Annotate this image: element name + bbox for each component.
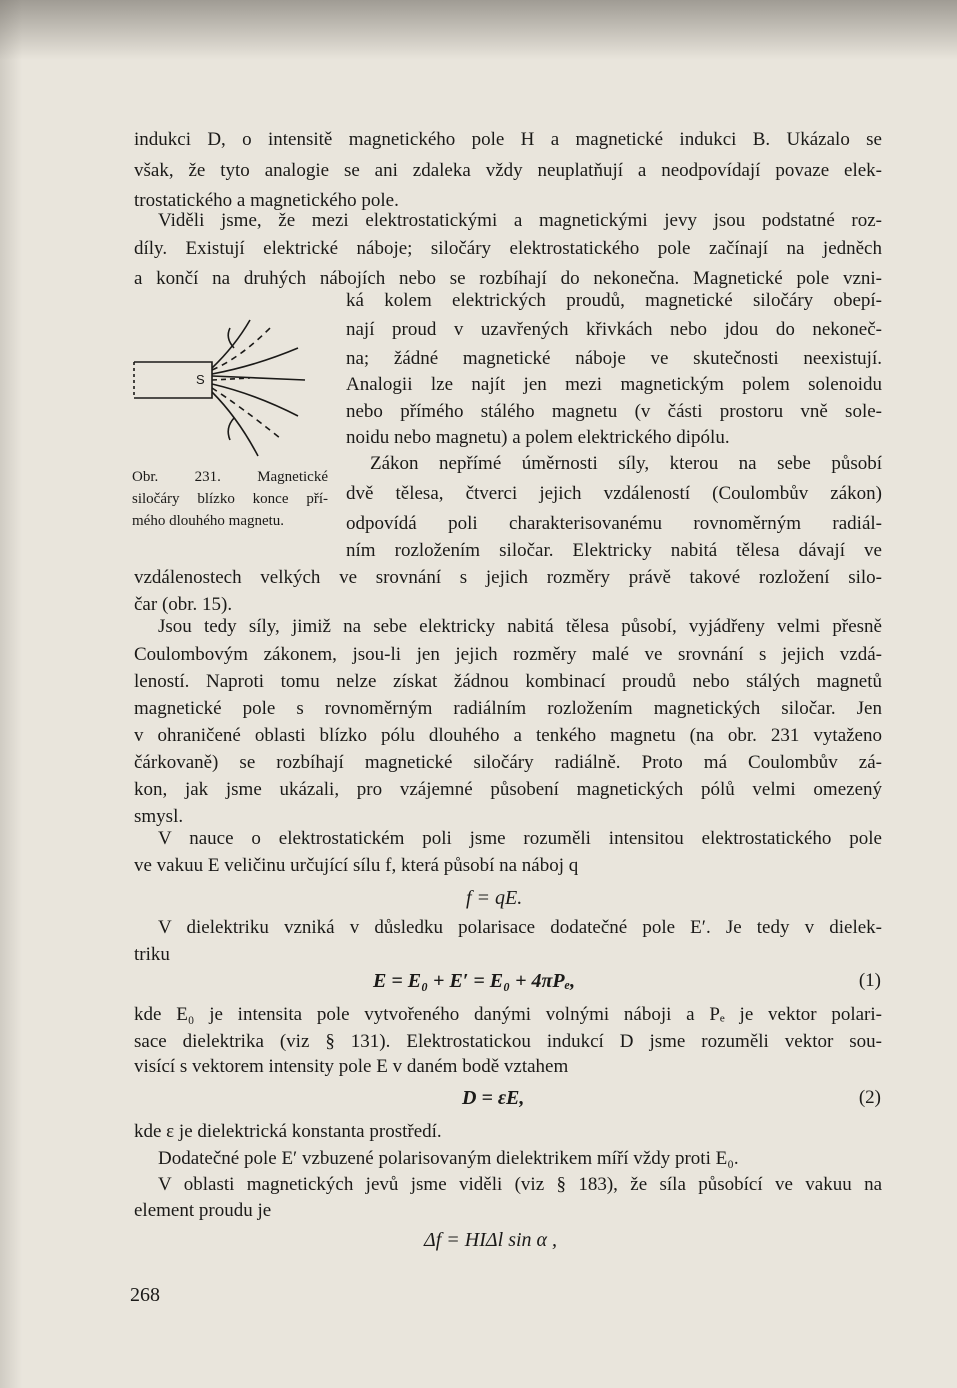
text-line: element proudu je (134, 1200, 272, 1221)
text-line: kon, jak jsme ukázali, pro vzájemné působení magnetických pólů velmi omezený (134, 779, 882, 800)
text-line: odpovídá poli charakterisovanému rovnoměrným radiál- (346, 513, 882, 534)
text-line: dvě tělesa, čtverci jejich vzdáleností (Coulombův zákon) (346, 483, 882, 504)
equation-1: E = E₀ + E′ = E₀ + 4πPₑ, (373, 970, 576, 992)
equation-2-number: (2) (858, 1087, 881, 1108)
page-number: 268 (130, 1284, 160, 1306)
text-line: kde E₀ je intensita pole vytvořeného danými volnými náboji a Pₑ je vektor polari- (134, 1004, 882, 1025)
figure-caption: mého dlouhého magnetu. (132, 513, 285, 529)
text-line: ním rozložením siločar. Elektricky nabitá tělesa dávají ve (346, 540, 882, 561)
text-line: nají proud v uzavřených křivkách nebo jdou do nekoneč- (346, 319, 882, 340)
text-line: leností. Naproti tomu nelze získat žádnou kombinací proudů nebo stálých magnetů (134, 671, 882, 692)
text-line: vzdálenostech velkých ve srovnání s jejich rozměry právě takové rozložení silo- (134, 567, 882, 588)
page-top-shadow (0, 0, 957, 60)
text-line: V oblasti magnetických jevů jsme viděli (viz § 183), že síla působící ve vakuu na (158, 1174, 882, 1195)
magnet-field-lines-figure (130, 318, 335, 458)
text-line: triku (134, 944, 170, 965)
text-line: trostatického a magnetického pole. (134, 190, 399, 211)
text-line: Analogii lze najít jen mezi magnetickým polem solenoidu (346, 374, 882, 395)
text-line: a končí na druhých nábojích nebo se rozbíhají do nekonečna. Magnetické pole vzni- (134, 268, 882, 289)
figure-caption: Obr. 231. Magnetické (132, 469, 328, 485)
text-line: ve vakuu E veličinu určující sílu f, která působí na náboj q (134, 855, 579, 876)
text-line: noidu nebo magnetu) a polem elektrického dipólu. (346, 427, 730, 448)
text-line: sace dielektrika (viz § 131). Elektrostatickou indukcí D jsme rozuměli vektor sou- (134, 1031, 882, 1052)
text-line: čar (obr. 15). (134, 594, 233, 615)
text-line: magnetické pole s rovnoměrným radiálním rozložením magnetických siločar. Jen (134, 698, 882, 719)
text-line: však, že tyto analogie se ani zdaleka vždy neuplatňují a neodpovídají povaze elek- (134, 160, 882, 181)
text-line: Viděli jsme, že mezi elektrostatickými a magnetickými jevy jsou podstatné roz- (158, 210, 882, 231)
text-line: Dodatečné pole E′ vzbuzené polarisovaným dielektrikem míří vždy proti E₀. (158, 1148, 739, 1169)
equation-force: f = qE. (466, 887, 523, 909)
text-line: čárkovaně) se rozbíhají magnetické siločáry radiálně. Proto má Coulombův zá- (134, 752, 882, 773)
figure-caption: siločáry blízko konce pří- (132, 491, 328, 507)
text-line: kde ε je dielektrická konstanta prostředí. (134, 1121, 442, 1142)
text-line: Jsou tedy síly, jimiž na sebe elektricky nabitá tělesa působí, vyjádřeny velmi přesně (158, 616, 882, 637)
text-line: v ohraničené oblasti blízko pólu dlouhého a tenkého magnetu (na obr. 231 vytaženo (134, 725, 882, 746)
pole-label: S (196, 372, 205, 387)
text-line: indukci D, o intensitě magnetického pole H a magnetické indukci B. Ukázalo se (134, 129, 882, 150)
text-line: V nauce o elektrostatickém poli jsme rozuměli intensitou elektrostatického pole (158, 828, 882, 849)
text-line: Coulombovým zákonem, jsou-li jen jejich rozměry malé ve srovnání s jejich vzdá- (134, 644, 882, 665)
equation-2: D = εE, (462, 1087, 525, 1109)
text-line: visící s vektorem intensity pole E v daném bodě vztahem (134, 1056, 569, 1077)
text-line: smysl. (134, 806, 184, 827)
equation-1-number: (1) (858, 970, 881, 991)
text-line: Zákon nepřímé úměrnosti síly, kterou na sebe působí (370, 453, 882, 474)
text-line: nebo přímého stálého magnetu (v části prostoru vně sole- (346, 401, 882, 422)
text-line: ká kolem elektrických proudů, magnetické siločáry obepí- (346, 290, 882, 311)
text-line: díly. Existují elektrické náboje; siločáry elektrostatického pole začínají na jedněch (134, 238, 882, 259)
page-left-shadow (0, 0, 22, 1388)
text-line: na; žádné magnetické náboje ve skutečnosti neexistují. (346, 348, 882, 369)
equation-3: Δf = HIΔl sin α , (424, 1229, 558, 1251)
text-line: V dielektriku vzniká v důsledku polarisace dodatečné pole E′. Je tedy v dielek- (158, 917, 882, 938)
